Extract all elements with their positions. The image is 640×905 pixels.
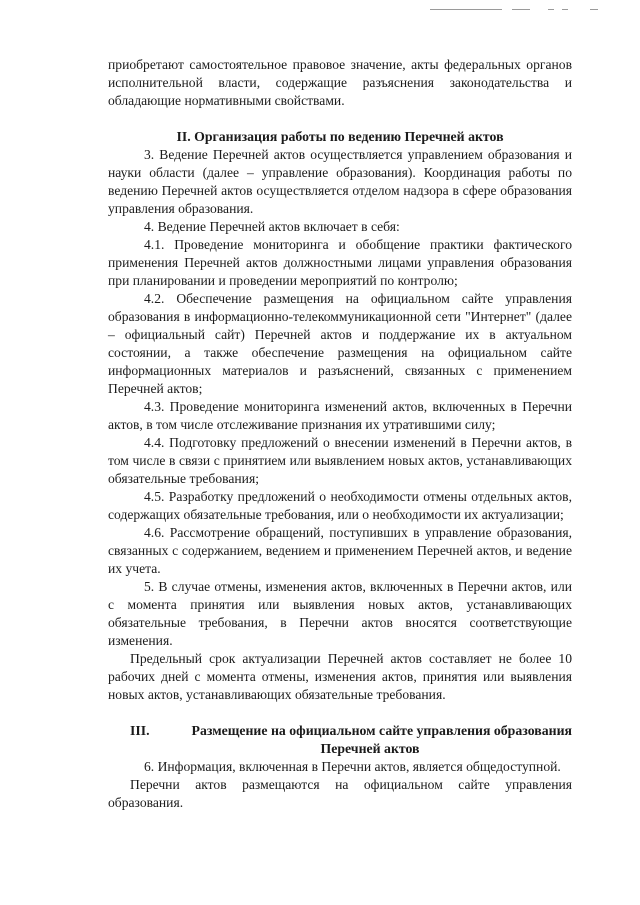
paragraph-deadline: Предельный срок актуализации Перечней актов составляет не более 10 рабочих дней с момента отмены, изменения актов, принятия или выявления новых актов, устанавливающих обязательные требования. — [108, 651, 572, 702]
paragraph-6: 6. Информация, включенная в Перечни актов, является общедоступной. — [144, 759, 561, 774]
paragraph-4-5: 4.5. Разработку предложений о необходимости отмены отдельных актов, содержащих обязательные требования, или о необходимости их актуализации; — [108, 489, 572, 522]
paragraph-4-1: 4.1. Проведение мониторинга и обобщение практики фактического применения Перечней актов должностными лицами управления образования при планировании и проведении мероприятий по контролю; — [108, 237, 572, 288]
paragraph-4-6: 4.6. Рассмотрение обращений, поступивших в управление образования, связанных с содержанием, ведением и применением Перечней актов, и ведение их учета. — [108, 525, 572, 576]
lead-paragraph: приобретают самостоятельное правовое значение, акты федеральных органов исполнительной власти, содержащие разъяснения законодательства и обладающие нормативными свойствами. — [108, 57, 572, 108]
section-3-heading-line1: Размещение на официальном сайте управления образования — [191, 723, 572, 738]
paragraph-3: 3. Ведение Перечней актов осуществляется управлением образования и науки области (далее – управление образования). Координация работы по ведению Перечней актов осуществляется отделом надзора в сфере образования управления образования. — [108, 147, 572, 216]
paragraph-4-3: 4.3. Проведение мониторинга изменений актов, включенных в Перечни актов, в том числе отслеживание признания их утратившими силу; — [108, 399, 572, 432]
paragraph-5: 5. В случае отмены, изменения актов, включенных в Перечни актов, или с момента принятия или выявления новых актов, устанавливающих обязательные требования, в Перечни актов вносятся соответствующие изменения. — [108, 579, 572, 648]
document-body — [108, 56, 572, 812]
paragraph-4-4: 4.4. Подготовку предложений о внесении изменений в Перечни актов, в том числе в связи с принятием или выявлением новых актов, устанавливающих обязательные требования; — [108, 435, 572, 486]
section-3-number: III. — [130, 723, 150, 738]
paragraph-publication: Перечни актов размещаются на официальном сайте управления образования. — [108, 777, 572, 810]
section-3-heading — [108, 722, 572, 758]
section-2-heading: II. Организация работы по ведению Перечней актов — [176, 129, 504, 144]
section-3-heading-line2: Перечней актов — [320, 741, 420, 756]
paragraph-4-2: 4.2. Обеспечение размещения на официальном сайте управления образования в информационно-телекоммуникационной сети "Интернет" (далее – официальный сайт) Перечней актов и поддержание их в актуальном состоянии, а также обеспечение размещения на официальном сайте информационных материалов и разъяснений, связанных с применением Перечней актов; — [108, 291, 572, 396]
paragraph-4: 4. Ведение Перечней актов включает в себя: — [144, 219, 400, 234]
scan-artifact-marks — [430, 7, 600, 13]
